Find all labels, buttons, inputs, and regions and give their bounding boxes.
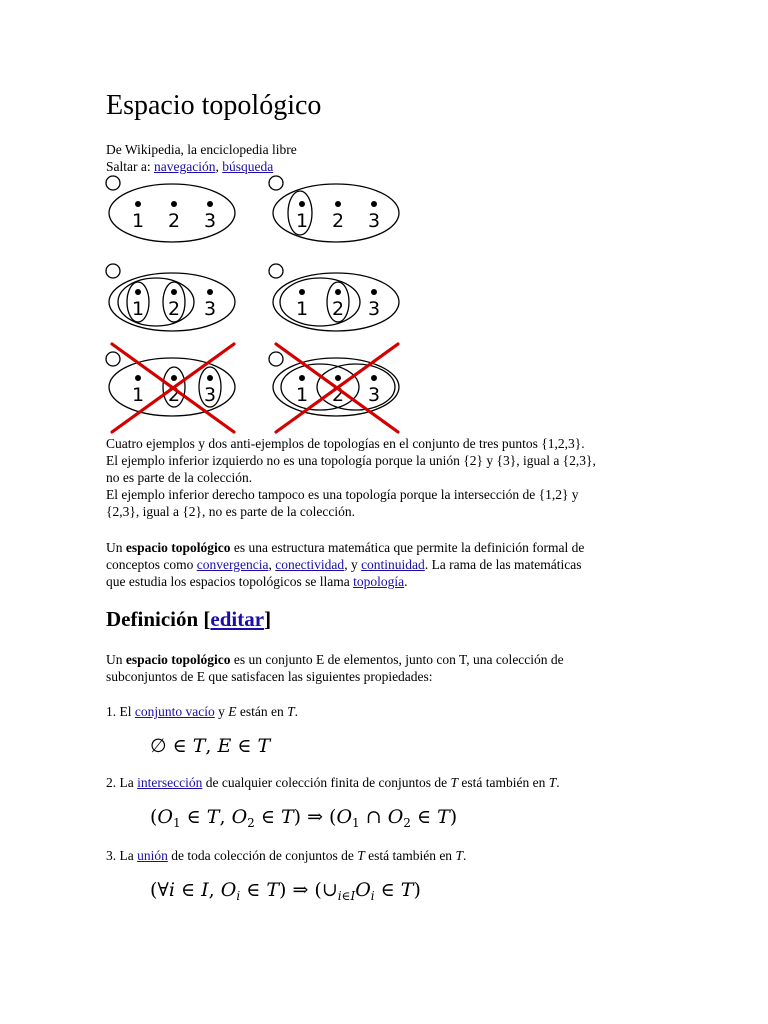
point-dot <box>335 289 341 295</box>
navigation-link[interactable]: navegación <box>153 159 216 174</box>
math-subscript: 1 <box>352 816 360 830</box>
math-var: T <box>400 879 414 901</box>
text: es un conjunto E de elementos, junto con T, una colección de <box>230 652 564 667</box>
conectividad-link[interactable]: conectividad <box>275 557 345 572</box>
definition-paragraph-line <box>106 651 564 668</box>
text: conceptos como <box>106 557 197 572</box>
intro-paragraph-line <box>106 539 584 556</box>
empty-set-circle <box>269 264 283 278</box>
math-symbol: ∩ <box>359 806 388 828</box>
point-dot <box>371 375 377 381</box>
math-symbol: ∪ <box>321 879 338 901</box>
text: Un <box>106 540 126 555</box>
math-var: O <box>157 806 173 828</box>
continuidad-link[interactable]: continuidad <box>361 557 425 572</box>
caption-line: Cuatro ejemplos y dos anti-ejemplos de topologías en el conjunto de tres puntos {1,2,3}. <box>106 436 585 451</box>
variable: T <box>357 848 365 863</box>
point-dot <box>335 375 341 381</box>
math-var: O <box>387 806 404 828</box>
point-dot <box>299 201 305 207</box>
jump-prefix: Saltar a: <box>106 159 154 174</box>
math-var: T <box>257 735 271 757</box>
definition-paragraph-line: subconjuntos de E que satisfacen las siguientes propiedades: <box>106 669 433 684</box>
point-label: 2 <box>167 298 181 320</box>
point-label: 3 <box>367 298 381 320</box>
math-symbol: (∀ <box>150 879 169 901</box>
math-symbol: ∈ <box>410 806 438 828</box>
math-symbol: ∈ <box>240 879 267 901</box>
text: es una estructura matemática que permite la definición formal de <box>230 540 585 555</box>
interseccion-link[interactable]: intersección <box>137 775 203 790</box>
property-1 <box>106 703 298 720</box>
empty-set-circle <box>269 176 283 190</box>
property-3 <box>106 847 466 864</box>
point-dot <box>171 375 177 381</box>
math-symbol: ∅ <box>150 735 167 757</box>
math-var: T <box>280 806 294 828</box>
text: , <box>268 557 276 572</box>
topology-examples-figure <box>100 172 410 434</box>
math-symbol: ) ⇒ ( <box>279 879 322 901</box>
text: y <box>214 704 229 719</box>
formula-1 <box>150 733 270 759</box>
point-dot <box>299 375 305 381</box>
math-var: i <box>168 879 175 901</box>
text: está también en <box>458 775 549 790</box>
math-subscript: i <box>370 889 375 903</box>
text: están en <box>236 704 288 719</box>
point-dot <box>171 289 177 295</box>
empty-set-circle <box>106 176 120 190</box>
math-symbol: ∈ <box>254 806 281 828</box>
point-label: 2 <box>331 298 345 320</box>
text: está también en <box>364 848 456 863</box>
caption-line: El ejemplo inferior derecho tampoco es una topología porque la intersección de {1,2} y <box>106 487 579 502</box>
point-label: 1 <box>131 210 145 232</box>
point-label: 1 <box>131 384 145 406</box>
point-label: 2 <box>167 210 181 232</box>
convergencia-link[interactable]: convergencia <box>196 557 269 572</box>
union-link[interactable]: unión <box>137 848 168 863</box>
variable: E <box>228 704 237 719</box>
math-var: O <box>336 806 353 828</box>
math-var: T <box>266 879 279 901</box>
point-label: 2 <box>331 384 345 406</box>
math-symbol: , <box>208 879 221 901</box>
math-subscript: 1 <box>173 816 181 830</box>
math-var: T <box>206 806 220 828</box>
bracket: [ <box>198 607 211 631</box>
text: 2. La <box>106 775 138 790</box>
page-title: Espacio topológico <box>106 90 322 121</box>
math-subscript: 2 <box>403 816 411 830</box>
empty-set-circle <box>106 264 120 278</box>
text: de toda colección de conjuntos de <box>167 848 358 863</box>
search-link[interactable]: búsqueda <box>222 159 274 174</box>
text: Un <box>106 652 126 667</box>
point-label: 3 <box>203 298 217 320</box>
set-ellipse-12 <box>281 364 359 410</box>
caption-line: {2,3}, igual a {2}, no es parte de la colección. <box>106 504 355 519</box>
math-var: O <box>220 879 237 901</box>
jump-sep: , <box>215 159 223 174</box>
intro-paragraph-line <box>106 573 407 590</box>
text: que estudia los espacios topológicos se llama <box>106 574 354 589</box>
point-dot <box>135 375 141 381</box>
set-ellipse-12 <box>118 278 194 326</box>
point-dot <box>207 375 213 381</box>
math-var: O <box>231 806 248 828</box>
site-subtitle: De Wikipedia, la enciclopedia libre <box>106 142 297 157</box>
formula-2 <box>150 804 457 836</box>
term-bold: espacio topológico <box>125 652 231 667</box>
point-label: 3 <box>367 210 381 232</box>
section-heading <box>106 602 271 636</box>
math-subscript: 2 <box>247 816 255 830</box>
math-subscript: i <box>236 889 241 903</box>
variable: T <box>455 848 463 863</box>
text: 1. El <box>106 704 135 719</box>
math-symbol: ) ⇒ ( <box>293 806 337 828</box>
point-dot <box>371 201 377 207</box>
point-label: 2 <box>167 384 181 406</box>
math-symbol: ∈ <box>166 735 193 757</box>
point-label: 3 <box>367 384 381 406</box>
text: . La rama de las matemáticas <box>424 557 582 572</box>
point-label: 3 <box>203 384 217 406</box>
math-symbol: ) <box>449 806 458 828</box>
point-dot <box>335 201 341 207</box>
empty-set-circle <box>106 352 120 366</box>
edit-section-link[interactable]: editar <box>210 607 265 631</box>
math-symbol: ∈ <box>231 735 258 757</box>
conjunto-vacio-link[interactable]: conjunto vacío <box>134 704 215 719</box>
caption-line: El ejemplo inferior izquierdo no es una topología porque la unión {2} y {3}, igual a {2,3}, <box>106 453 596 468</box>
point-dot <box>299 289 305 295</box>
intro-paragraph-line <box>106 556 582 573</box>
section-title: Definición <box>106 607 199 631</box>
anti-example-crosses <box>112 344 398 432</box>
math-var: E <box>217 735 232 757</box>
property-2 <box>106 774 560 791</box>
point-label: 1 <box>295 298 309 320</box>
point-dot <box>207 289 213 295</box>
math-symbol: , <box>205 735 218 757</box>
text: . <box>556 775 560 790</box>
variable: T <box>287 704 295 719</box>
math-symbol: , <box>219 806 232 828</box>
text: . <box>294 704 298 719</box>
term-bold: espacio topológico <box>125 540 231 555</box>
topologia-link[interactable]: topología <box>353 574 405 589</box>
point-dot <box>135 201 141 207</box>
formula-3 <box>150 877 421 909</box>
math-var: I <box>201 879 209 901</box>
point-dot <box>135 289 141 295</box>
math-symbol: ∈ <box>174 879 202 901</box>
math-var: T <box>437 806 450 828</box>
caption-line: no es parte de la colección. <box>106 470 253 485</box>
text: de cualquier colección finita de conjuntos de <box>202 775 451 790</box>
point-label: 1 <box>131 298 145 320</box>
point-dot <box>371 289 377 295</box>
text: . <box>404 574 408 589</box>
text: . <box>462 848 467 863</box>
text: , y <box>344 557 362 572</box>
set-ellipse-12 <box>280 278 360 326</box>
variable: T <box>450 775 459 790</box>
variable: T <box>548 775 557 790</box>
point-dot <box>171 201 177 207</box>
point-dot <box>207 201 213 207</box>
math-var: T <box>192 735 206 757</box>
text: 3. La <box>106 848 138 863</box>
empty-set-circle <box>269 352 283 366</box>
point-label: 3 <box>203 210 217 232</box>
point-label: 1 <box>295 210 309 232</box>
point-label: 1 <box>295 384 309 406</box>
math-symbol: ) <box>413 879 421 901</box>
math-symbol: ( <box>150 806 158 828</box>
point-label: 2 <box>331 210 345 232</box>
math-subscript: i∈I <box>337 889 356 903</box>
math-var: O <box>355 879 371 901</box>
math-symbol: ∈ <box>374 879 401 901</box>
bracket: ] <box>264 607 272 631</box>
math-symbol: ∈ <box>180 806 207 828</box>
